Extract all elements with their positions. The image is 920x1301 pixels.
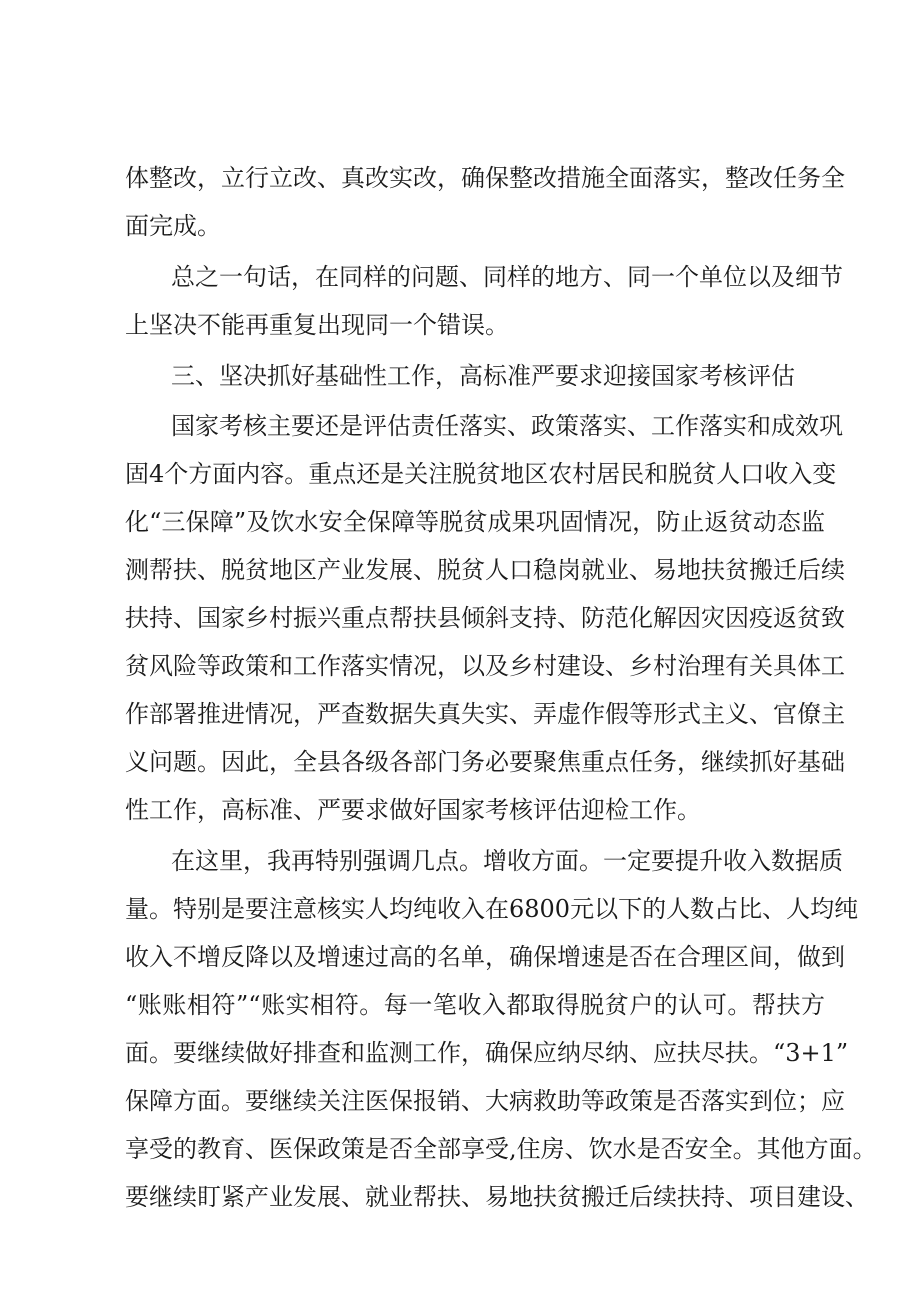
- text-line: 享受的教育、医保政策是否全部享受,住房、饮水是否安全。其他方面。: [125, 1135, 877, 1163]
- text-line: 在这里，我再特别强调几点。增收方面。一定要提升收入数据质: [171, 847, 843, 875]
- text-line: 国家考核主要还是评估责任落实、政策落实、工作落实和成效巩: [171, 412, 843, 440]
- text-line: 保障方面。要继续关注医保报销、大病救助等政策是否落实到位；应: [125, 1087, 845, 1115]
- text-line: 面完成。: [125, 212, 221, 240]
- text-line: 量。特别是要注意核实人均纯收入在6800元以下的人数占比、人均纯: [125, 895, 859, 923]
- text-line: 体整改，立行立改、真改实改，确保整改措施全面落实，整改任务全: [125, 164, 845, 192]
- text-line: 要继续盯紧产业发展、就业帮扶、易地扶贫搬迁后续扶持、项目建设、: [125, 1183, 869, 1211]
- text-line: “账账相符”“账实相符。每一笔收入都取得脱贫户的认可。帮扶方: [125, 991, 825, 1019]
- text-line: 扶持、国家乡村振兴重点帮扶县倾斜支持、防范化解因灾因疫返贫致: [125, 604, 845, 632]
- text-line: 义问题。因此，全县各级各部门务必要聚焦重点任务，继续抓好基础: [125, 748, 845, 776]
- text-line: 测帮扶、脱贫地区产业发展、脱贫人口稳岗就业、易地扶贫搬迁后续: [125, 556, 845, 584]
- text-line: 上坚决不能再重复出现同一个错误。: [125, 311, 509, 339]
- text-line: 面。要继续做好排查和监测工作，确保应纳尽纳、应扶尽扶。“3+1”: [125, 1039, 849, 1067]
- section-heading: 三、坚决抓好基础性工作，高标准严要求迎接国家考核评估: [171, 362, 795, 390]
- text-line: 贫风险等政策和工作落实情况，以及乡村建设、乡村治理有关具体工: [125, 652, 845, 680]
- text-line: 化“三保障”及饮水安全保障等脱贫成果巩固情况，防止返贫动态监: [125, 508, 825, 536]
- text-line: 性工作，高标准、严要求做好国家考核评估迎检工作。: [125, 796, 701, 824]
- text-line: 固4个方面内容。重点还是关注脱贫地区农村居民和脱贫人口收入变: [125, 460, 837, 488]
- text-line: 作部署推进情况，严查数据失真失实、弄虚作假等形式主义、官僚主: [125, 700, 845, 728]
- text-line: 收入不增反降以及增速过高的名单，确保增速是否在合理区间，做到: [125, 943, 845, 971]
- text-line: 总之一句话，在同样的问题、同样的地方、同一个单位以及细节: [171, 263, 843, 291]
